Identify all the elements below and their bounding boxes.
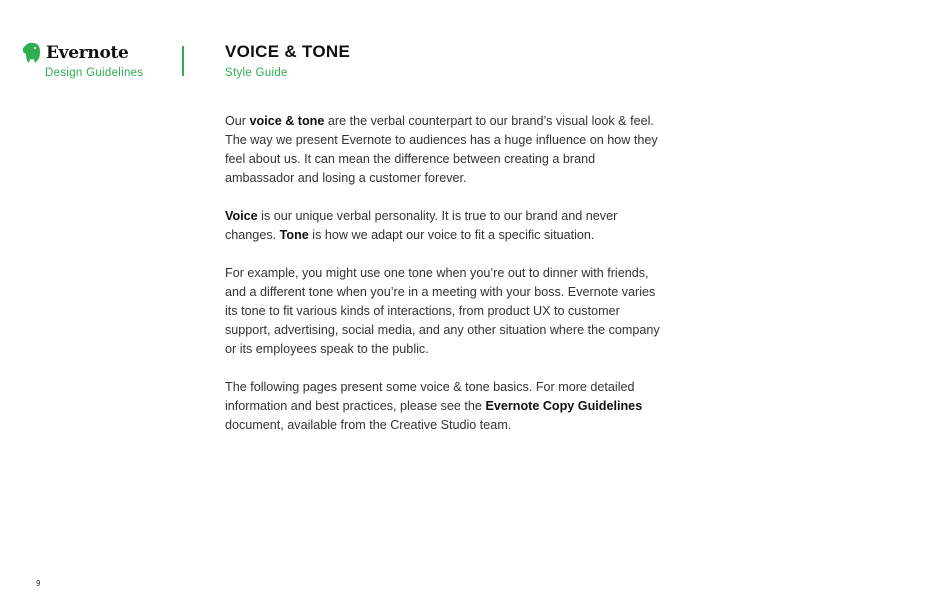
brand-name: Evernote bbox=[46, 43, 129, 63]
header-divider bbox=[182, 46, 184, 76]
page-title: VOICE & TONE bbox=[225, 42, 351, 61]
text: Our bbox=[225, 114, 250, 128]
text: The following pages present some voice & tone basics. For more detailed information and best practices, please see the bbox=[225, 380, 635, 413]
bold-text: Evernote Copy Guidelines bbox=[485, 399, 643, 413]
text: is how we adapt our voice to fit a specific situation. bbox=[308, 228, 595, 242]
elephant-icon bbox=[22, 42, 42, 64]
paragraph-1 bbox=[225, 112, 665, 188]
text: is our unique verbal personality. It is true to our brand and never changes. bbox=[225, 209, 618, 242]
page-number: 9 bbox=[36, 579, 41, 588]
page-subtitle: Style Guide bbox=[225, 67, 288, 79]
brand-subtitle: Design Guidelines bbox=[45, 67, 144, 79]
paragraph-3: For example, you might use one tone when you’re out to dinner with friends, and a different tone when you’re in a meeting with your boss. Evernote varies its tone to fit various kinds of interactions, from product UX to customer support, advertising, social media, and any other situation where the company or its employees speak to the public. bbox=[225, 266, 660, 356]
body-text bbox=[225, 112, 665, 454]
text: document, available from the Creative Studio team. bbox=[225, 418, 512, 432]
paragraph-2 bbox=[225, 207, 665, 245]
paragraph-4 bbox=[225, 378, 665, 435]
evernote-logo bbox=[22, 42, 129, 64]
bold-text: Tone bbox=[279, 228, 309, 242]
text: are the verbal counterpart to our brand’s visual look & feel. The way we present Evernote to audiences has a huge influence on how they feel about us. It can mean the difference between creating a brand ambassador and losing a customer forever. bbox=[225, 114, 658, 185]
bold-text: Voice bbox=[225, 209, 258, 223]
bold-text: voice & tone bbox=[249, 114, 325, 128]
